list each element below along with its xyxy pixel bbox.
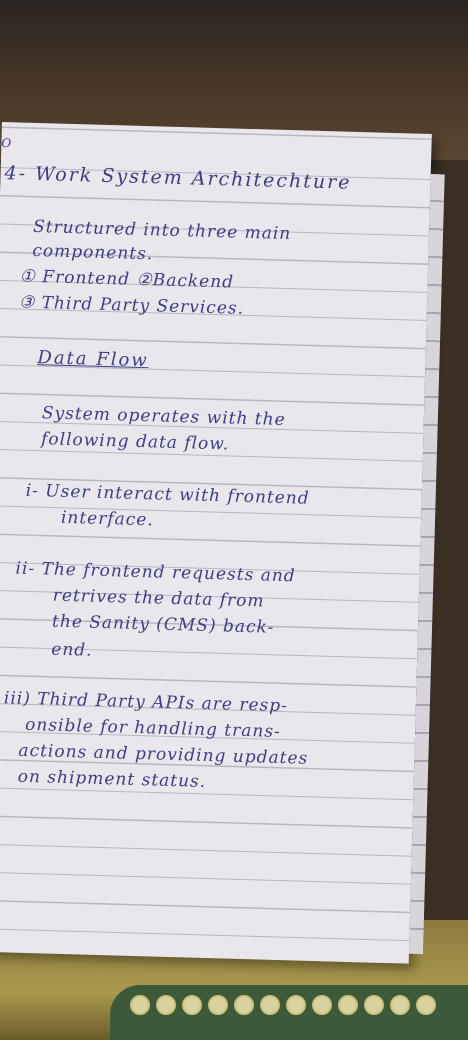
step-2-line-4: end. bbox=[51, 639, 93, 661]
step-2-line-1: ii- The frontend requests and bbox=[15, 558, 296, 587]
intro-line-2: components. bbox=[32, 240, 154, 265]
intro-line-1: Structured into three main bbox=[32, 216, 292, 245]
notebook-page bbox=[0, 122, 432, 964]
data-flow-intro-2: following data flow. bbox=[40, 429, 230, 455]
step-3-line-2: onsible for handling trans- bbox=[24, 714, 282, 743]
intro-line-4: ③ Third Party Services. bbox=[18, 292, 245, 319]
margin-mark: O bbox=[1, 135, 13, 151]
step-1-line-1: i- User interact with frontend bbox=[25, 480, 310, 509]
lace-border bbox=[110, 985, 468, 1040]
step-2-line-3: the Sanity (CMS) back- bbox=[51, 611, 275, 638]
data-flow-heading: Data Flow bbox=[37, 347, 150, 372]
step-1-line-2: interface. bbox=[60, 507, 155, 531]
page-title: 4- Work System Architechture bbox=[4, 162, 352, 194]
step-3-line-4: on shipment status. bbox=[17, 766, 207, 792]
step-3-line-1: iii) Third Party APIs are resp- bbox=[3, 688, 289, 717]
step-3-line-3: actions and providing updates bbox=[18, 740, 309, 769]
intro-line-3: ① Frontend ②Backend bbox=[19, 266, 235, 293]
data-flow-intro-1: System operates with the bbox=[41, 403, 286, 431]
step-2-line-2: retrives the data from bbox=[52, 585, 265, 612]
